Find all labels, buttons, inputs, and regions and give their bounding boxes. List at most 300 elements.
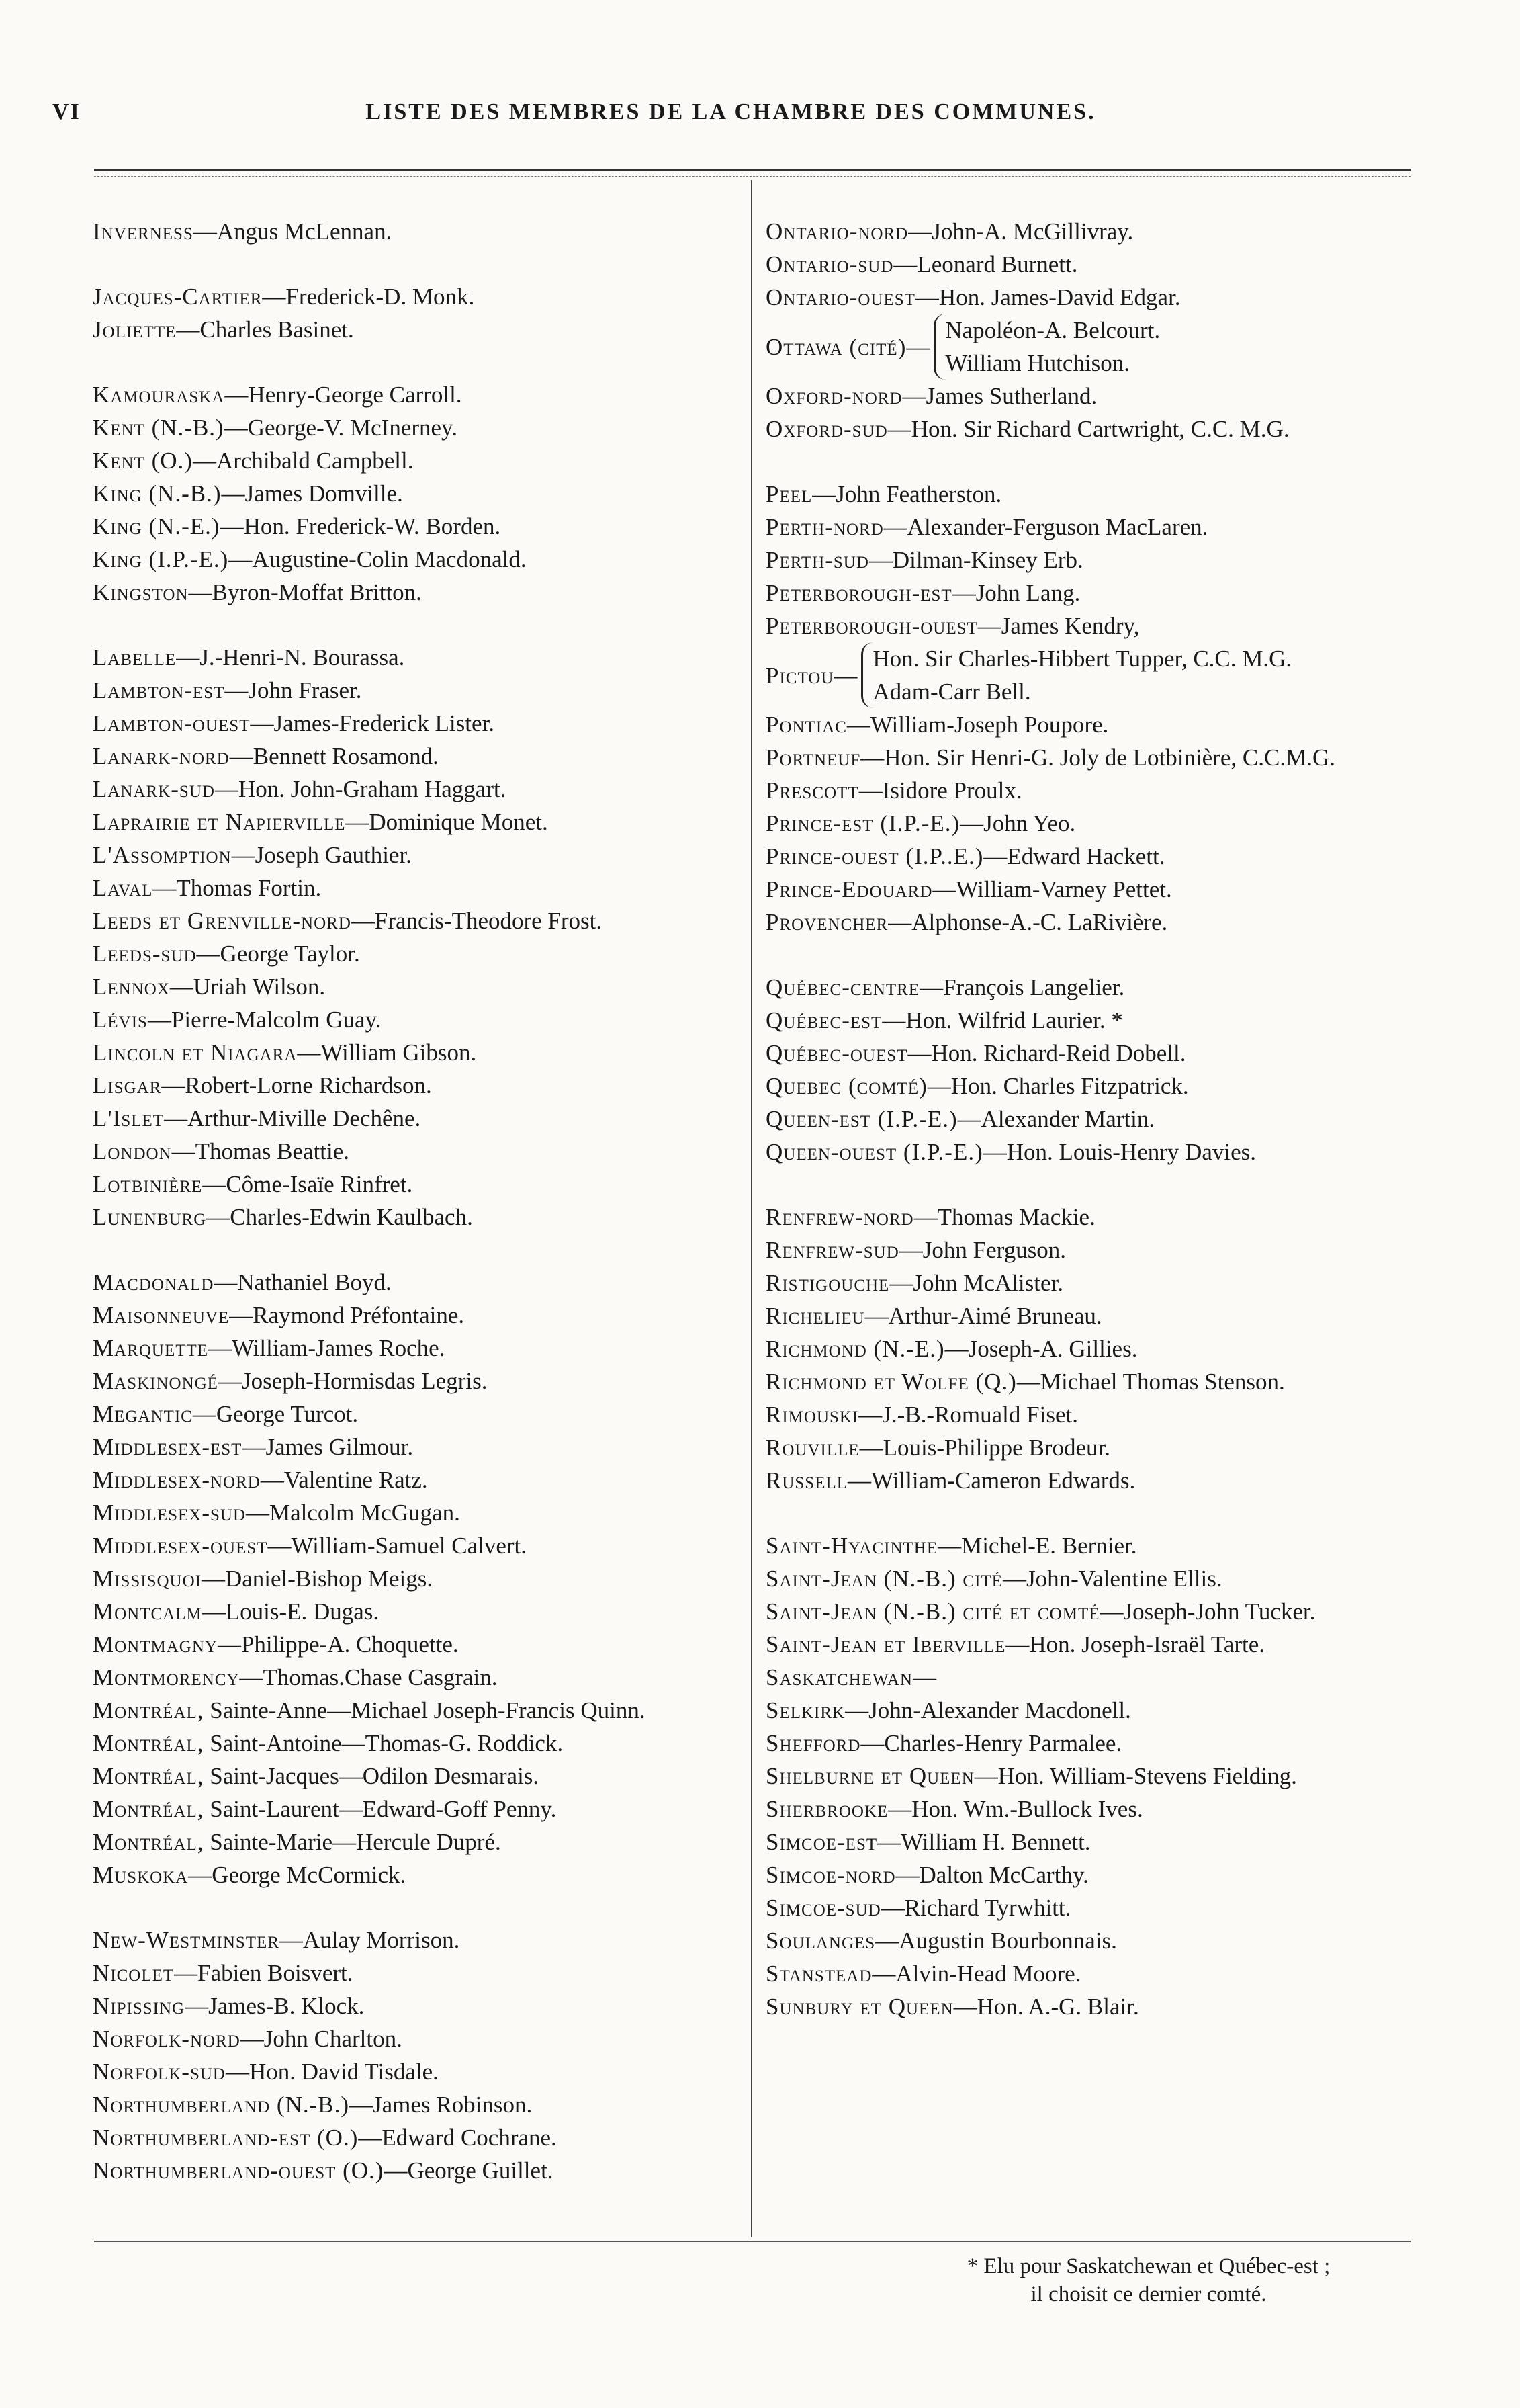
member-name: Thomas Fortin. — [176, 875, 322, 901]
entry-label: Ottawa (cité)— — [766, 333, 930, 360]
member-group — [934, 314, 1160, 380]
member-entry: Saint-Jean (N.-B.) cité et comté—Joseph-John Tucker. — [766, 1598, 1316, 1625]
left-column — [93, 215, 741, 2187]
member-entry: Ristigouche—John McAlister. — [766, 1270, 1063, 1296]
member-entry: Richelieu—Arthur-Aimé Bruneau. — [766, 1303, 1102, 1329]
member-name: John Charlton. — [263, 2026, 402, 2052]
section-gap — [766, 1497, 1411, 1529]
member-entry: Laprairie et Napierville—Dominique Monet. — [93, 809, 548, 835]
member-name: Hon. Sir Richard Cartwright, C.C. M.G. — [911, 416, 1290, 442]
riding-name: Ontario-nord — [766, 218, 909, 245]
member-entry: Middlesex-nord—Valentine Ratz. — [93, 1467, 428, 1493]
member-name: Frederick-D. Monk. — [285, 284, 475, 310]
riding-name: Soulanges — [766, 1928, 876, 1954]
riding-name: Renfrew-sud — [766, 1237, 899, 1263]
member-entry: Perth-sud—Dilman-Kinsey Erb. — [766, 547, 1083, 573]
member-name: Joseph-John Tucker. — [1123, 1598, 1316, 1625]
riding-name: Macdonald — [93, 1269, 214, 1295]
riding-name: King (I.P.-E.) — [93, 546, 229, 572]
riding-name: Inverness — [93, 218, 193, 245]
member-entry: Portneuf—Hon. Sir Henri-G. Joly de Lotbinière, C.C.M.G. — [766, 744, 1335, 771]
member-name: John Lang. — [975, 580, 1081, 606]
member-entry: Richmond (N.-E.)—Joseph-A. Gillies. — [766, 1336, 1138, 1362]
member-entry: Norfolk-nord—John Charlton. — [93, 2026, 402, 2052]
member-name: François Langelier. — [943, 974, 1125, 1000]
footnote-line: il choisit ce dernier comté. — [1030, 2282, 1267, 2307]
member-name: Hon. William-Stevens Fielding. — [997, 1763, 1297, 1789]
member-entry: Queen-ouest (I.P.-E.)—Hon. Louis-Henry Davies. — [766, 1139, 1257, 1165]
member-entry: Lambton-ouest—James-Frederick Lister. — [93, 710, 494, 736]
riding-name: London — [93, 1138, 172, 1164]
member-name: Hon. James-David Edgar. — [938, 284, 1181, 310]
riding-name: Queen-ouest (I.P.-E.) — [766, 1139, 983, 1165]
member-name: Joseph-Hormisdas Legris. — [241, 1368, 488, 1394]
riding-name: Kingston — [93, 579, 189, 605]
riding-name: Perth-nord — [766, 514, 884, 540]
riding-name: L'Islet — [93, 1105, 165, 1131]
riding-name: Sherbrooke — [766, 1796, 889, 1822]
member-entry: Ontario-ouest—Hon. James-David Edgar. — [766, 284, 1181, 310]
riding-name: Montmagny — [93, 1631, 218, 1658]
riding-name: Montcalm — [93, 1598, 202, 1625]
member-entry: Missisquoi—Daniel-Bishop Meigs. — [93, 1565, 433, 1592]
member-name: Saint-Laurent—Edward-Goff Penny. — [210, 1796, 557, 1822]
member-entry: Kent (N.-B.)—George-V. McInerney. — [93, 415, 458, 441]
top-rule — [94, 169, 1411, 171]
riding-name: Laval — [93, 875, 153, 901]
member-entry: Stanstead—Alvin-Head Moore. — [766, 1961, 1081, 1987]
member-name: John Yeo. — [983, 810, 1076, 836]
member-entry: Jacques-Cartier—Frederick-D. Monk. — [93, 284, 475, 310]
riding-name: Saint-Hyacinthe — [766, 1533, 938, 1559]
member-name: William-Cameron Edwards. — [871, 1467, 1136, 1494]
riding-name: Saint-Jean (N.-B.) cité — [766, 1565, 1003, 1592]
member-name: Hon. A.-G. Blair. — [977, 1993, 1139, 2020]
member-name: Napoléon-A. Belcourt. — [945, 317, 1161, 343]
member-entry: Lotbinière—Côme-Isaïe Rinfret. — [93, 1171, 413, 1197]
member-entry: Quebec (comté)—Hon. Charles Fitzpatrick. — [766, 1073, 1189, 1099]
member-name: Thomas Beattie. — [195, 1138, 350, 1164]
member-name: John-Valentine Ellis. — [1026, 1565, 1222, 1592]
riding-name: Portneuf — [766, 744, 861, 771]
member-name: James Robinson. — [373, 2092, 533, 2118]
member-name: Alexander-Ferguson MacLaren. — [907, 514, 1208, 540]
member-name: William-James Roche. — [232, 1335, 445, 1361]
riding-name: Labelle — [93, 644, 177, 671]
member-name: Richard Tyrwhitt. — [904, 1895, 1071, 1921]
member-entry: Rouville—Louis-Philippe Brodeur. — [766, 1434, 1110, 1461]
member-entry: Soulanges—Augustin Bourbonnais. — [766, 1928, 1117, 1954]
section-gap — [766, 445, 1411, 478]
member-name: Byron-Moffat Britton. — [212, 579, 422, 605]
riding-name: Leeds-sud — [93, 941, 197, 967]
member-entry: Rimouski—J.-B.-Romuald Fiset. — [766, 1402, 1078, 1428]
riding-name: Lincoln et Niagara — [93, 1039, 298, 1066]
member-name: Aulay Morrison. — [303, 1927, 460, 1953]
member-entry: Montmorency—Thomas.Chase Casgrain. — [93, 1664, 498, 1690]
member-name: Charles-Edwin Kaulbach. — [230, 1204, 473, 1230]
page-title: LISTE DES MEMBRES DE LA CHAMBRE DES COMMUNES. — [365, 99, 1096, 124]
riding-name: Quebec (comté) — [766, 1073, 928, 1099]
riding-name: Provencher — [766, 909, 889, 935]
member-entry: Macdonald—Nathaniel Boyd. — [93, 1269, 392, 1295]
section-gap — [766, 1168, 1411, 1201]
riding-name: Prince-est (I.P.-E.) — [766, 810, 960, 836]
member-entry — [93, 1694, 741, 1727]
member-entry: Pontiac—William-Joseph Poupore. — [766, 712, 1109, 738]
member-entry: Prescott—Isidore Proulx. — [766, 777, 1022, 804]
riding-name: Laprairie et Napierville — [93, 809, 346, 835]
riding-name: Richelieu — [766, 1303, 865, 1329]
section-gap — [93, 248, 741, 280]
riding-name: Russell — [766, 1467, 848, 1494]
member-name: Hon. Richard-Reid Dobell. — [931, 1040, 1186, 1066]
member-name: George Guillet. — [407, 2157, 553, 2184]
member-name: Robert-Lorne Richardson. — [185, 1072, 432, 1099]
column-divider — [751, 180, 752, 2237]
member-name: John Fraser. — [248, 677, 362, 703]
riding-name: Pontiac — [766, 712, 847, 738]
member-entry: Saint-Jean (N.-B.) cité—John-Valentine Ellis. — [766, 1565, 1222, 1592]
member-entry: Oxford-sud—Hon. Sir Richard Cartwright, C.C. M.G. — [766, 416, 1290, 442]
member-name: Sainte-Anne—Michael Joseph-Francis Quinn. — [210, 1697, 645, 1723]
member-entry: Prince-Edouard—William-Varney Pettet. — [766, 876, 1172, 902]
member-entry: Lanark-sud—Hon. John-Graham Haggart. — [93, 776, 506, 802]
member-name: Hon. Wilfrid Laurier. * — [905, 1007, 1123, 1033]
member-entry: Nipissing—James-B. Klock. — [93, 1993, 365, 2019]
member-entry: Inverness—Angus McLennan. — [93, 218, 392, 245]
riding-name: Rimouski — [766, 1402, 859, 1428]
riding-name: Oxford-sud — [766, 416, 888, 442]
member-name: Louis-E. Dugas. — [225, 1598, 379, 1625]
member-name: William H. Bennett. — [901, 1829, 1091, 1855]
member-entry: Leeds-sud—George Taylor. — [93, 941, 360, 967]
member-name: George McCormick. — [212, 1862, 406, 1888]
member-name: Dilman-Kinsey Erb. — [892, 547, 1083, 573]
riding-name: Pictou — [766, 662, 834, 689]
riding-name: Maskinongé — [93, 1368, 218, 1394]
riding-name: Montréal, — [93, 1796, 204, 1822]
riding-name: Lambton-ouest — [93, 710, 251, 736]
member-entry: Montmagny—Philippe-A. Choquette. — [93, 1631, 459, 1658]
member-name: Arthur-Aimé Bruneau. — [888, 1303, 1102, 1329]
member-entry: Maisonneuve—Raymond Préfontaine. — [93, 1302, 465, 1328]
member-entry — [766, 314, 1411, 380]
riding-name: Lunenburg — [93, 1204, 207, 1230]
member-entry: Montcalm—Louis-E. Dugas. — [93, 1598, 379, 1625]
member-name: Bennett Rosamond. — [253, 743, 439, 769]
member-entry: Lévis—Pierre-Malcolm Guay. — [93, 1006, 382, 1033]
page-header — [52, 99, 1409, 140]
riding-name: New-Westminster — [93, 1927, 280, 1953]
member-entry: Simcoe-sud—Richard Tyrwhitt. — [766, 1895, 1071, 1921]
riding-name: Megantic — [93, 1401, 193, 1427]
riding-name: Peterborough-ouest — [766, 613, 978, 639]
member-entry: Leeds et Grenville-nord—Francis-Theodore Frost. — [93, 908, 602, 934]
riding-name: Jacques-Cartier — [93, 284, 263, 310]
member-name: William Gibson. — [320, 1039, 477, 1066]
member-name: Joseph Gauthier. — [255, 842, 412, 868]
member-name: Dalton McCarthy. — [919, 1862, 1089, 1888]
member-name: John McAlister. — [913, 1270, 1063, 1296]
member-entry: Lunenburg—Charles-Edwin Kaulbach. — [93, 1204, 473, 1230]
member-name: Edward Cochrane. — [382, 2124, 557, 2151]
member-name: Hon. Wm.-Bullock Ives. — [911, 1796, 1143, 1822]
member-name: James Kendry, — [1001, 613, 1140, 639]
riding-name: Shelburne et Queen — [766, 1763, 975, 1789]
member-entry: Joliette—Charles Basinet. — [93, 316, 354, 343]
member-entry — [93, 1760, 741, 1793]
riding-name: Lisgar — [93, 1072, 162, 1099]
riding-name: Québec-centre — [766, 974, 920, 1000]
riding-name: Perth-sud — [766, 547, 869, 573]
riding-name: Richmond et Wolfe (Q.) — [766, 1369, 1017, 1395]
riding-name: Lanark-sud — [93, 776, 215, 802]
member-name: Uriah Wilson. — [193, 974, 326, 1000]
member-name: J.-Henri-N. Bourassa. — [199, 644, 405, 671]
riding-name: Norfolk-sud — [93, 2059, 226, 2085]
member-name: Alvin-Head Moore. — [895, 1961, 1081, 1987]
member-entry: Muskoka—George McCormick. — [93, 1862, 406, 1888]
member-name: Joseph-A. Gillies. — [968, 1336, 1138, 1362]
member-entry: Lennox—Uriah Wilson. — [93, 974, 326, 1000]
section-gap — [93, 609, 741, 641]
member-name: Archibald Campbell. — [216, 447, 414, 474]
member-entry: L'Islet—Arthur-Miville Dechêne. — [93, 1105, 421, 1131]
member-entry: Lincoln et Niagara—William Gibson. — [93, 1039, 477, 1066]
member-entry — [93, 1727, 741, 1760]
riding-name: Lambton-est — [93, 677, 225, 703]
member-entry: Lisgar—Robert-Lorne Richardson. — [93, 1072, 432, 1099]
member-name: Valentine Ratz. — [283, 1467, 428, 1493]
member-name: George Taylor. — [220, 941, 360, 967]
member-entry: Renfrew-nord—Thomas Mackie. — [766, 1204, 1096, 1230]
member-entry: Kingston—Byron-Moffat Britton. — [93, 579, 422, 605]
riding-name: King (N.-B.) — [93, 480, 222, 507]
member-entry: Shelburne et Queen—Hon. William-Stevens Fielding. — [766, 1763, 1297, 1789]
riding-name: Oxford-nord — [766, 383, 903, 409]
member-name: Louis-Philippe Brodeur. — [883, 1434, 1110, 1461]
riding-name: Nipissing — [93, 1993, 185, 2019]
entry-label: Pictou— — [766, 662, 858, 689]
member-entry: Oxford-nord—James Sutherland. — [766, 383, 1098, 409]
top-rule-dashed — [94, 176, 1411, 177]
member-name: Alphonse-A.-C. LaRivière. — [911, 909, 1168, 935]
member-name: Hon. Sir Charles-Hibbert Tupper, C.C. M.G. — [873, 646, 1292, 672]
riding-name: Richmond (N.-E.) — [766, 1336, 945, 1362]
member-entry: Prince-ouest (I.P..E.)—Edward Hackett. — [766, 843, 1165, 869]
member-name: Arthur-Miville Dechêne. — [187, 1105, 421, 1131]
member-entry: Peel—John Featherston. — [766, 481, 1002, 507]
riding-name: Montréal, — [93, 1763, 204, 1789]
riding-name: Prince-ouest (I.P..E.) — [766, 843, 984, 869]
riding-name: Muskoka — [93, 1862, 189, 1888]
member-name: Raymond Préfontaine. — [253, 1302, 465, 1328]
riding-name: Ontario-sud — [766, 251, 894, 277]
member-name: Adam-Carr Bell. — [873, 679, 1031, 705]
riding-name: Lanark-nord — [93, 743, 230, 769]
riding-name: Northumberland-est (O.) — [93, 2124, 359, 2151]
member-entry: Lanark-nord—Bennett Rosamond. — [93, 743, 439, 769]
riding-name: King (N.-E.) — [93, 513, 220, 540]
right-column — [766, 215, 1411, 2023]
member-name: Hon. John-Graham Haggart. — [238, 776, 506, 802]
riding-name: Simcoe-nord — [766, 1862, 896, 1888]
member-entry: King (N.-E.)—Hon. Frederick-W. Borden. — [93, 513, 501, 540]
member-name: Philippe-A. Choquette. — [240, 1631, 459, 1658]
member-name: William Hutchison. — [945, 350, 1130, 376]
member-entry: Middlesex-est—James Gilmour. — [93, 1434, 414, 1460]
member-name: Augustine-Colin Macdonald. — [252, 546, 527, 572]
member-name: Thomas.Chase Casgrain. — [263, 1664, 498, 1690]
member-entry: Russell—William-Cameron Edwards. — [766, 1467, 1136, 1494]
riding-name: Simcoe-est — [766, 1829, 878, 1855]
member-name: Fabien Boisvert. — [197, 1960, 353, 1986]
bottom-rule — [94, 2241, 1411, 2242]
member-name: Henry-George Carroll. — [248, 382, 462, 408]
member-name: Francis-Theodore Frost. — [374, 908, 602, 934]
riding-name: Rouville — [766, 1434, 860, 1461]
section-gap — [93, 1234, 741, 1266]
riding-name: Northumberland-ouest (O.) — [93, 2157, 384, 2184]
riding-name: Leeds et Grenville-nord — [93, 908, 351, 934]
member-name: Charles-Henry Parmalee. — [884, 1730, 1122, 1756]
member-entry: Ontario-nord—John-A. McGillivray. — [766, 218, 1134, 245]
member-entry — [93, 1793, 741, 1825]
member-entry: London—Thomas Beattie. — [93, 1138, 350, 1164]
riding-name: Kent (N.-B.) — [93, 415, 224, 441]
member-entry: Simcoe-nord—Dalton McCarthy. — [766, 1862, 1089, 1888]
riding-name: Northumberland (N.-B.) — [93, 2092, 350, 2118]
member-name: Hon. Louis-Henry Davies. — [1006, 1139, 1257, 1165]
riding-name: Kamouraska — [93, 382, 225, 408]
member-name: Saint-Jacques—Odilon Desmarais. — [210, 1763, 539, 1789]
member-name: Côme-Isaïe Rinfret. — [226, 1171, 413, 1197]
riding-name: Renfrew-nord — [766, 1204, 914, 1230]
member-entry: Lambton-est—John Fraser. — [93, 677, 362, 703]
member-name: Hon. Frederick-W. Borden. — [243, 513, 501, 540]
member-entry: Québec-est—Hon. Wilfrid Laurier. * — [766, 1007, 1123, 1033]
member-entry: L'Assomption—Joseph Gauthier. — [93, 842, 412, 868]
riding-name: Peel — [766, 481, 813, 507]
member-name: Hon. Charles Fitzpatrick. — [950, 1073, 1189, 1099]
page-number: VI — [52, 99, 81, 124]
riding-name: Shefford — [766, 1730, 861, 1756]
riding-name: Nicolet — [93, 1960, 175, 1986]
riding-name: Stanstead — [766, 1961, 873, 1987]
riding-name: Sunbury et Queen — [766, 1993, 954, 2020]
member-entry: Perth-nord—Alexander-Ferguson MacLaren. — [766, 514, 1208, 540]
section-gap — [766, 939, 1411, 971]
riding-name: Québec-est — [766, 1007, 883, 1033]
member-entry: Sunbury et Queen—Hon. A.-G. Blair. — [766, 1993, 1139, 2020]
member-name: William-Samuel Calvert. — [291, 1533, 527, 1559]
member-entry: Ontario-sud—Leonard Burnett. — [766, 251, 1078, 277]
member-entry: Peterborough-est—John Lang. — [766, 580, 1081, 606]
member-name: Malcolm McGugan. — [269, 1500, 460, 1526]
member-name: Saint-Antoine—Thomas-G. Roddick. — [210, 1730, 564, 1756]
riding-name: Middlesex-nord — [93, 1467, 261, 1493]
riding-name: Joliette — [93, 316, 177, 343]
member-entry: Northumberland-est (O.)—Edward Cochrane. — [93, 2124, 557, 2151]
riding-name: Saint-Jean (N.-B.) cité et comté — [766, 1598, 1100, 1625]
member-name: Isidore Proulx. — [882, 777, 1022, 804]
member-name: William-Joseph Poupore. — [870, 712, 1109, 738]
member-entry: Queen-est (I.P.-E.)—Alexander Martin. — [766, 1106, 1155, 1132]
member-name: Hon. Sir Henri-G. Joly de Lotbinière, C.C.M.G. — [884, 744, 1335, 771]
riding-name: L'Assomption — [93, 842, 232, 868]
member-entry: Megantic—George Turcot. — [93, 1401, 359, 1427]
riding-name: Middlesex-est — [93, 1434, 242, 1460]
member-name: Michael Thomas Stenson. — [1040, 1369, 1285, 1395]
footnote — [907, 2252, 1390, 2309]
member-entry: Saint-Hyacinthe—Michel-E. Bernier. — [766, 1533, 1137, 1559]
riding-name: Simcoe-sud — [766, 1895, 881, 1921]
footnote-line: * Elu pour Saskatchewan et Québec-est ; — [967, 2254, 1331, 2278]
riding-name: Saint-Jean et Iberville — [766, 1631, 1006, 1658]
member-entry: King (N.-B.)—James Domville. — [93, 480, 403, 507]
member-name: John Ferguson. — [922, 1237, 1067, 1263]
member-name: James Domville. — [244, 480, 403, 507]
member-entry: Sherbrooke—Hon. Wm.-Bullock Ives. — [766, 1796, 1143, 1822]
riding-name: Montréal, — [93, 1829, 204, 1855]
member-name: Angus McLennan. — [216, 218, 392, 245]
member-entry: King (I.P.-E.)—Augustine-Colin Macdonald. — [93, 546, 527, 572]
member-group — [861, 642, 1292, 708]
member-entry: Kent (O.)—Archibald Campbell. — [93, 447, 414, 474]
riding-name: Saskatchewan — [766, 1664, 913, 1690]
riding-name: Montmorency — [93, 1664, 240, 1690]
member-entry: Selkirk—John-Alexander Macdonell. — [766, 1697, 1131, 1723]
member-entry: Québec-centre—François Langelier. — [766, 974, 1125, 1000]
riding-name: Lotbinière — [93, 1171, 203, 1197]
member-name: Edward Hackett. — [1007, 843, 1165, 869]
riding-name: Montréal, — [93, 1730, 204, 1756]
riding-name: Kent (O.) — [93, 447, 193, 474]
riding-name: Montréal, — [93, 1697, 204, 1723]
member-entry: Peterborough-ouest—James Kendry, — [766, 613, 1140, 639]
riding-name: Lévis — [93, 1006, 148, 1033]
member-name: Thomas Mackie. — [937, 1204, 1096, 1230]
member-name: John Featherston. — [836, 481, 1002, 507]
member-entry: Northumberland-ouest (O.)—George Guillet. — [93, 2157, 553, 2184]
member-entry: Nicolet—Fabien Boisvert. — [93, 1960, 353, 1986]
member-name: Michel-E. Bernier. — [961, 1533, 1137, 1559]
member-entry: Québec-ouest—Hon. Richard-Reid Dobell. — [766, 1040, 1186, 1066]
member-name: Sainte-Marie—Hercule Dupré. — [210, 1829, 501, 1855]
section-gap — [93, 1891, 741, 1924]
riding-name: Marquette — [93, 1335, 209, 1361]
member-entry: Norfolk-sud—Hon. David Tisdale. — [93, 2059, 439, 2085]
riding-name: Ontario-ouest — [766, 284, 915, 310]
member-entry: Saskatchewan— — [766, 1664, 936, 1690]
riding-name: Middlesex-sud — [93, 1500, 246, 1526]
riding-name: Missisquoi — [93, 1565, 202, 1592]
riding-name: Maisonneuve — [93, 1302, 230, 1328]
member-name: J.-B.-Romuald Fiset. — [882, 1402, 1078, 1428]
member-name: George-V. McInerney. — [247, 415, 458, 441]
member-name: Augustin Bourbonnais. — [899, 1928, 1117, 1954]
riding-name: Selkirk — [766, 1697, 846, 1723]
riding-name: Ristigouche — [766, 1270, 890, 1296]
member-entry: Northumberland (N.-B.)—James Robinson. — [93, 2092, 533, 2118]
member-entry: Kamouraska—Henry-George Carroll. — [93, 382, 462, 408]
riding-name: Prescott — [766, 777, 859, 804]
member-entry: Provencher—Alphonse-A.-C. LaRivière. — [766, 909, 1168, 935]
member-name: Hon. Joseph-Israël Tarte. — [1029, 1631, 1265, 1658]
member-name: Pierre-Malcolm Guay. — [171, 1006, 382, 1033]
member-entry: Middlesex-sud—Malcolm McGugan. — [93, 1500, 460, 1526]
